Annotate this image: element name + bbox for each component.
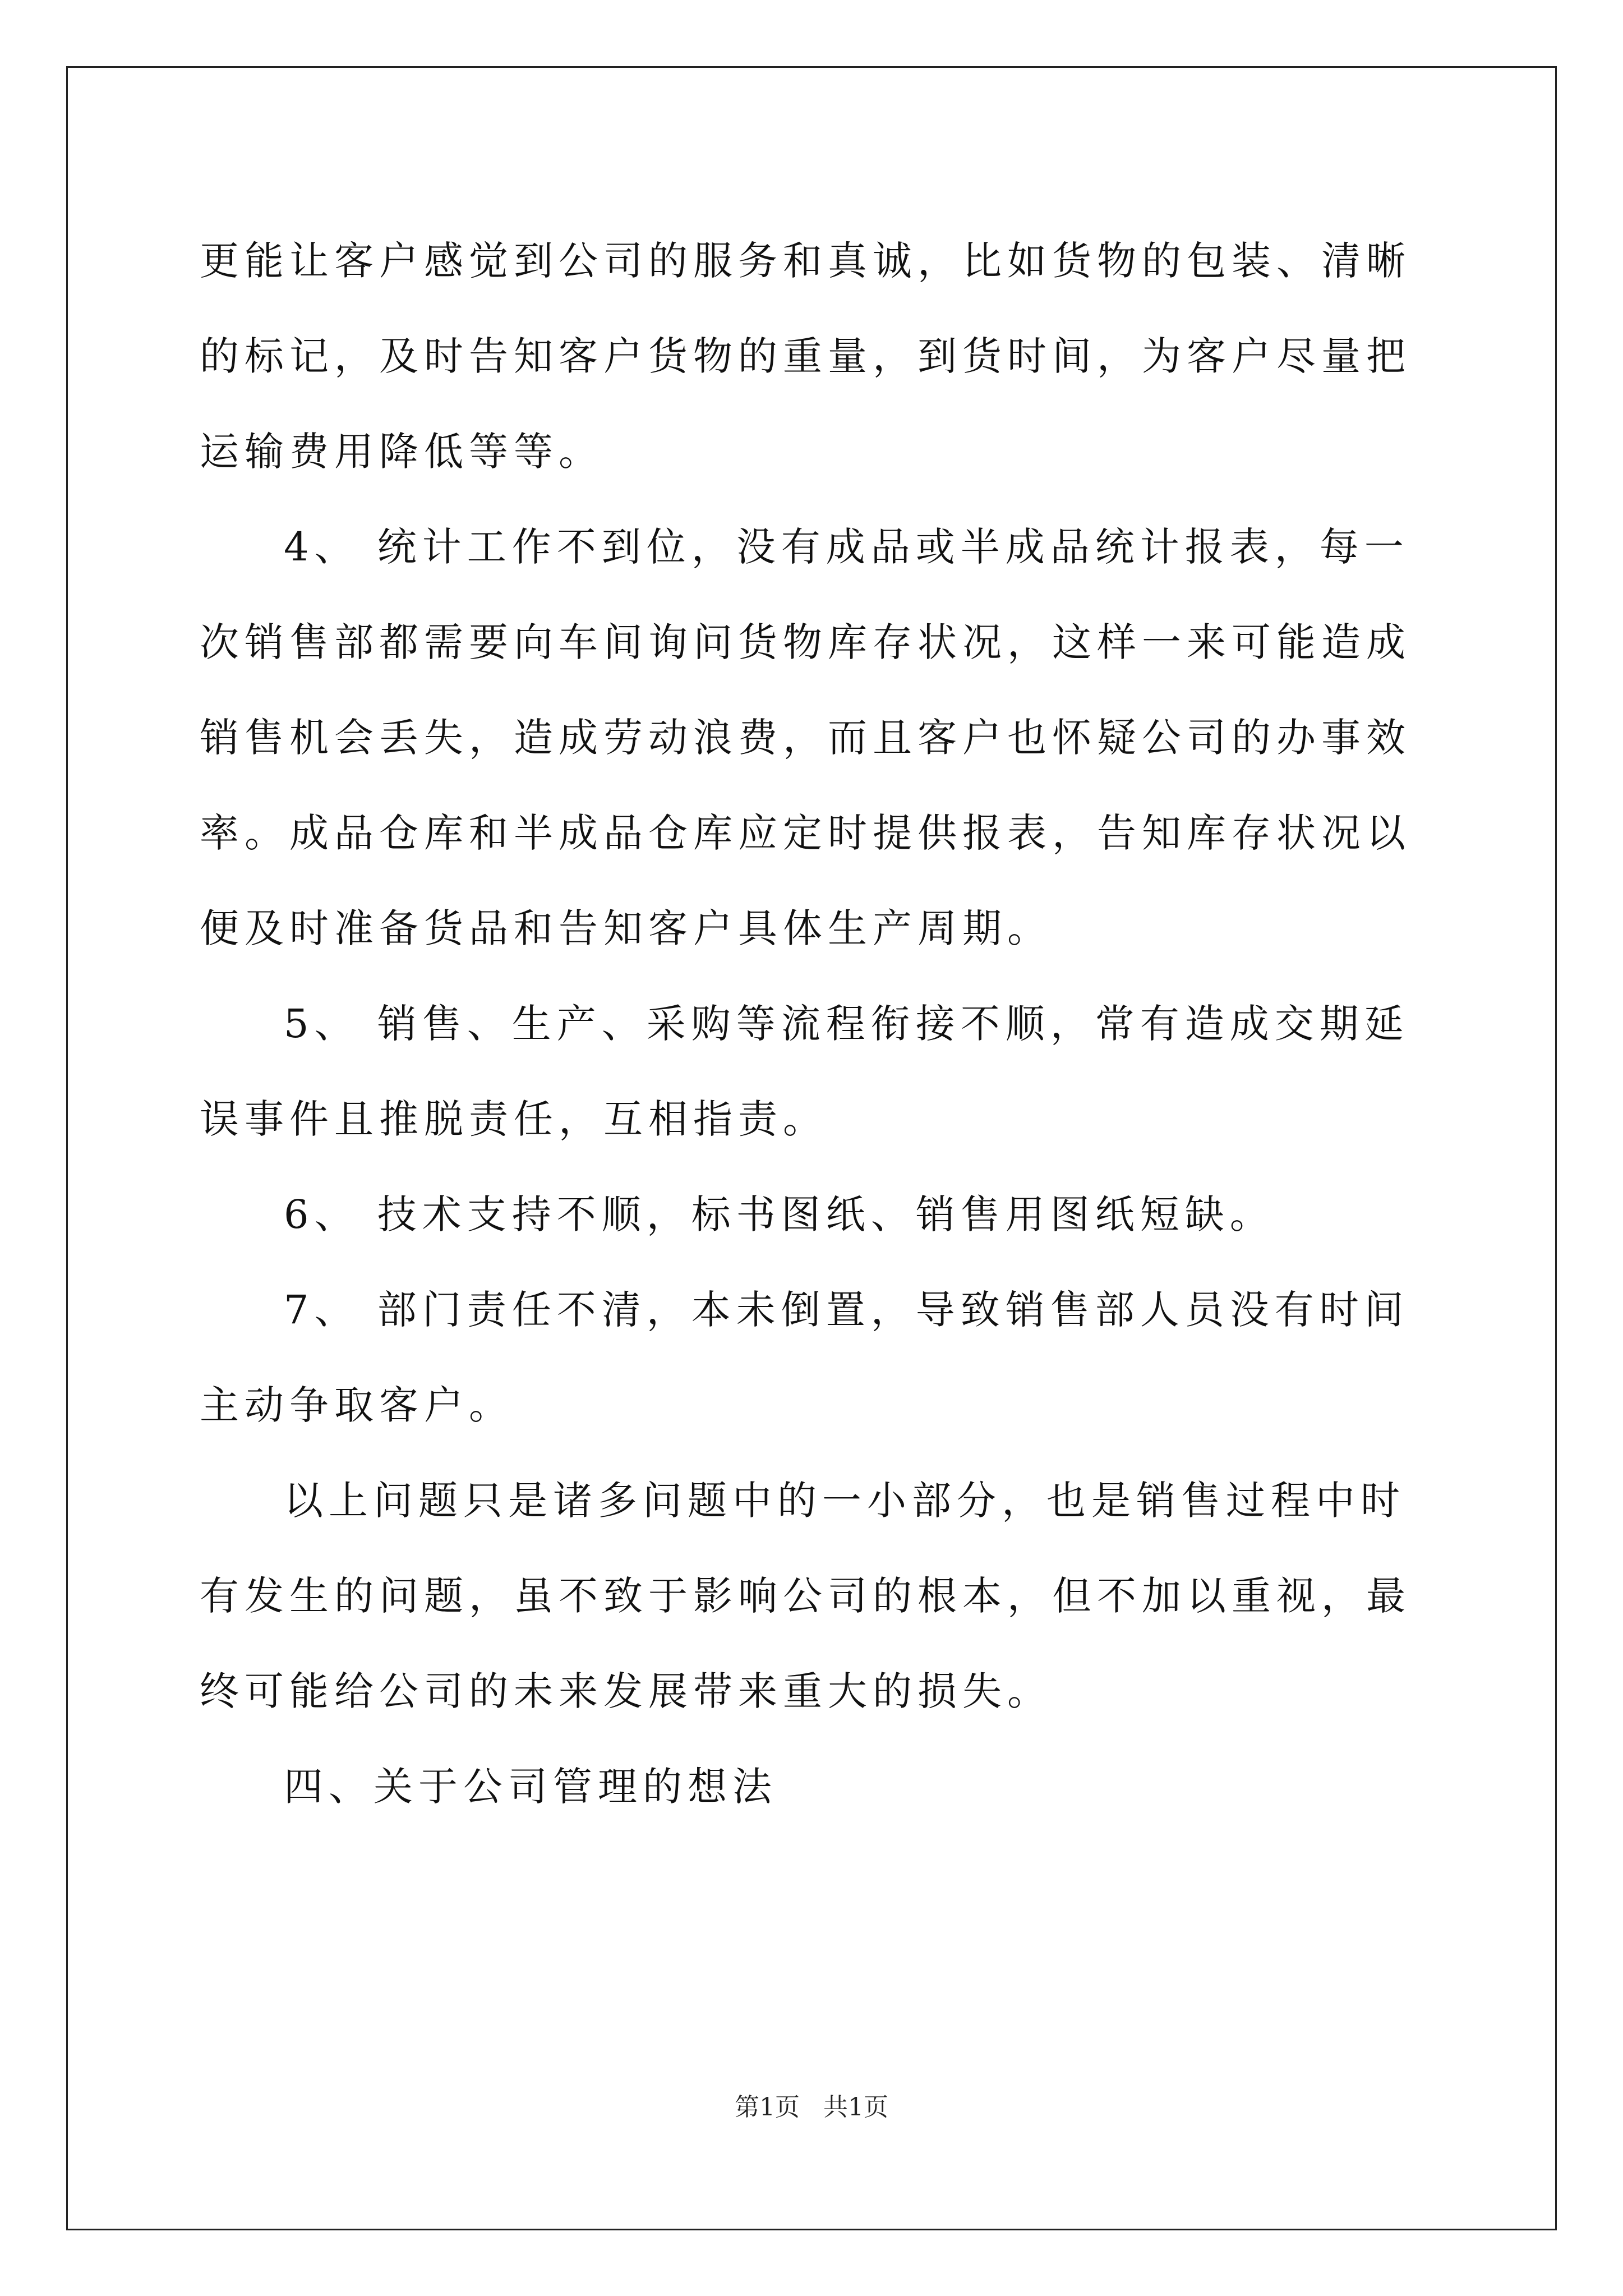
paragraph-item-7: 7、 部门责任不清，本未倒置，导致销售部人员没有时间主动争取客户。 (200, 1287, 1409, 1428)
section-heading: 四、关于公司管理的想法 (284, 1764, 777, 1810)
paragraph-item-5: 5、 销售、生产、采购等流程衔接不顺，常有造成交期延误事件且推脱责任，互相指责。 (200, 1001, 1409, 1142)
page-footer: 第1页 共1页 (735, 2093, 888, 2122)
paragraph-item-4: 4、 统计工作不到位，没有成品或半成品统计报表，每一次销售部都需要向车间询问货物库存状况，这样一来可能造成销售机会丢失，造成劳动浪费，而且客户也怀疑公司的办事效率。成品仓库和半成品仓库应定时提供报表，告知库存状况以便及时准备货品和告知客户具体生产周期。 (200, 524, 1411, 951)
document-body (200, 213, 1445, 1834)
paragraph-summary: 以上问题只是诸多问题中的一小部分，也是销售过程中时有发生的问题，虽不致于影响公司的根本，但不加以重视，最终可能给公司的未来发展带来重大的损失。 (200, 1478, 1411, 1714)
paragraph-continuation: 更能让客户感觉到公司的服务和真诚，比如货物的包装、清晰的标记，及时告知客户货物的重量，到货时间，为客户尽量把运输费用降低等等。 (200, 238, 1411, 475)
paragraph-item-6: 6、 技术支持不顺，标书图纸、销售用图纸短缺。 (284, 1191, 1275, 1237)
